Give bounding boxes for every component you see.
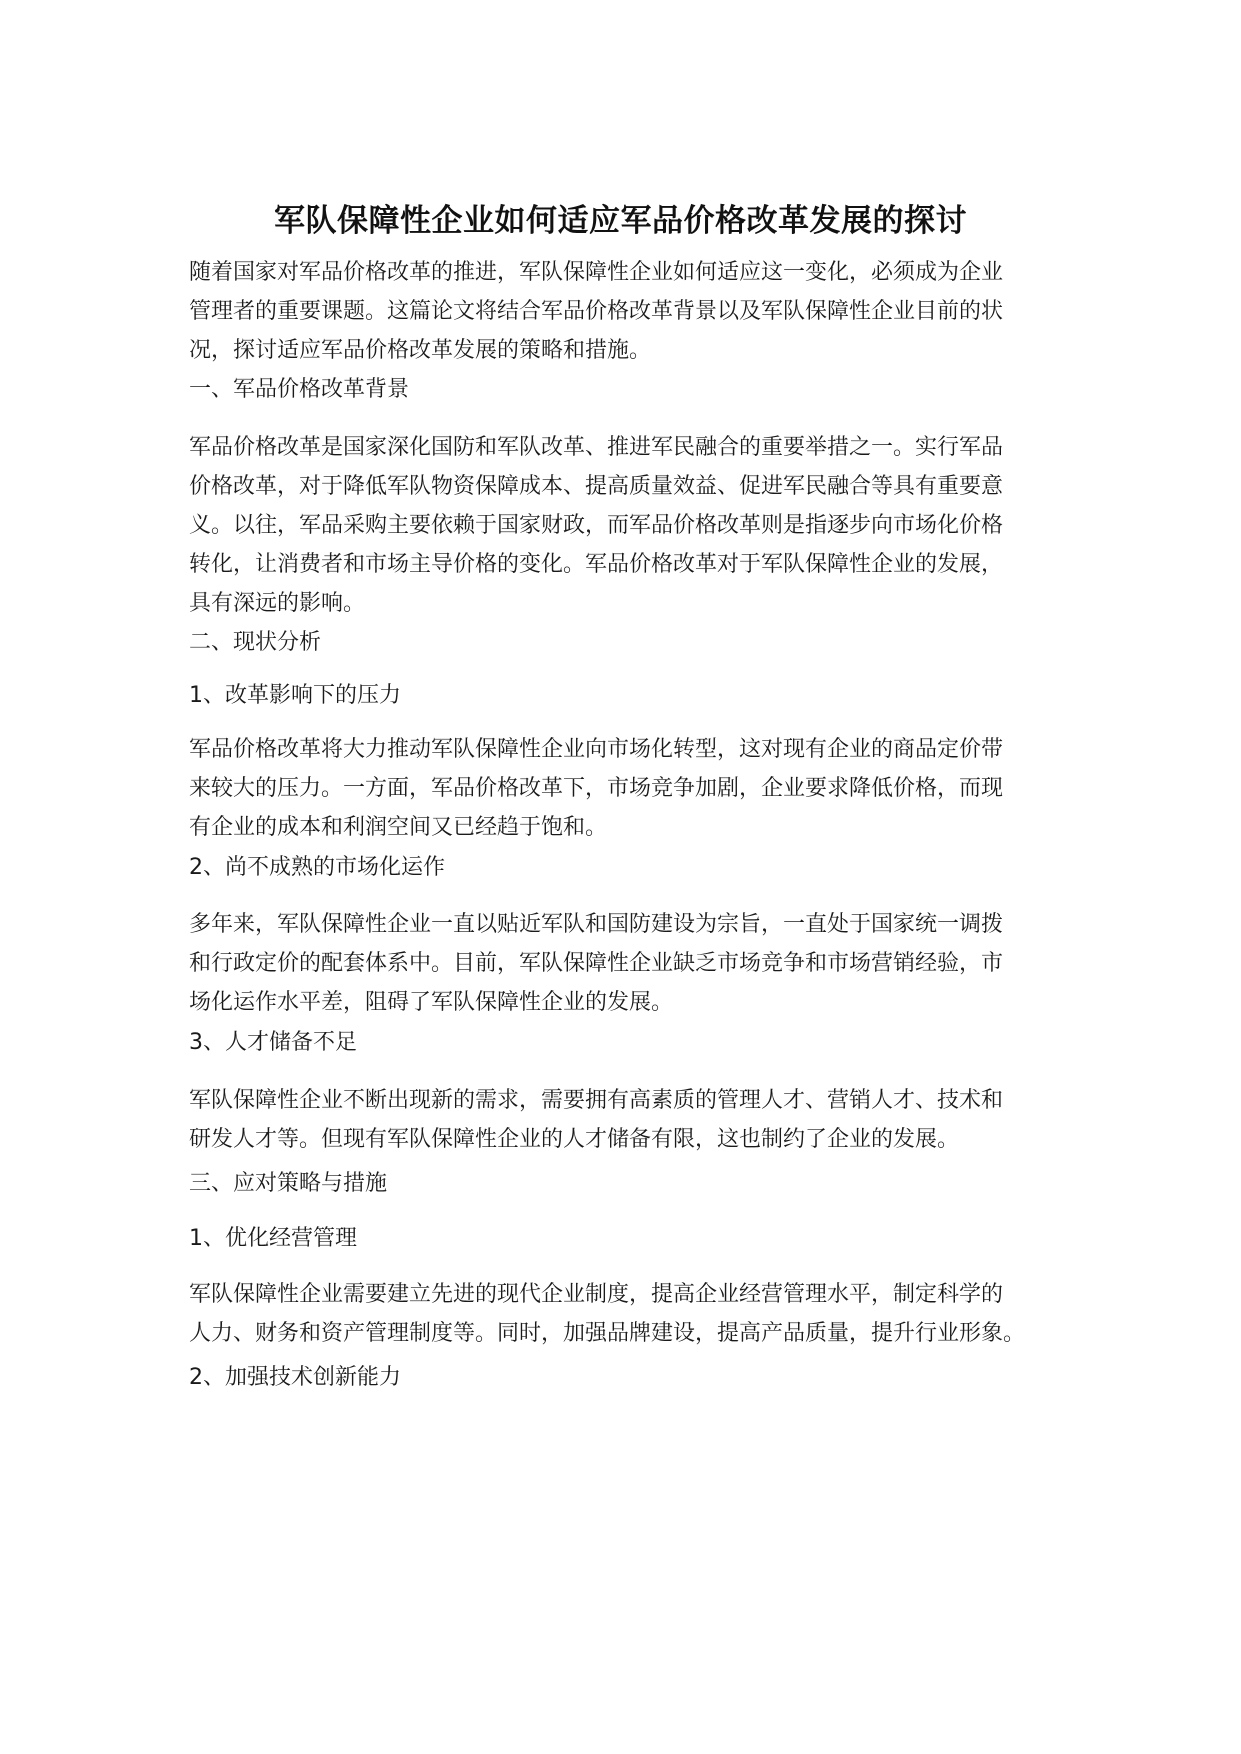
- text-line: 军队保障性企业不断出现新的需求，需要拥有高素质的管理人才、营销人才、技术和: [189, 1088, 1004, 1113]
- text-line: 具有深远的影响。: [189, 591, 366, 616]
- heading-text: 1、改革影响下的压力: [189, 683, 401, 708]
- heading-text: 3、人才储备不足: [189, 1030, 357, 1055]
- text-line: 人力、财务和资产管理制度等。同时，加强品牌建设，提高产品质量，提升行业形象。: [189, 1321, 1026, 1346]
- text-line: 有企业的成本和利润空间又已经趋于饱和。: [189, 815, 608, 840]
- text-line: 和行政定价的配套体系中。目前，军队保障性企业缺乏市场竞争和市场营销经验，市: [189, 951, 1004, 976]
- section-heading: [189, 623, 1059, 662]
- heading-text: 2、尚不成熟的市场化运作: [189, 855, 445, 880]
- subsection-heading: [189, 1023, 1059, 1062]
- subsection-heading: [189, 1358, 1059, 1397]
- subsection-heading: [189, 676, 1059, 715]
- heading-text: 2、加强技术创新能力: [189, 1365, 401, 1390]
- text-line: 军品价格改革将大力推动军队保障性企业向市场化转型，这对现有企业的商品定价带: [189, 737, 1004, 762]
- heading-text: 三、应对策略与措施: [189, 1171, 388, 1196]
- text-line: 场化运作水平差，阻碍了军队保障性企业的发展。: [189, 990, 674, 1015]
- text-line: 况，探讨适应军品价格改革发展的策略和措施。: [189, 338, 652, 363]
- text-line: 转化，让消费者和市场主导价格的变化。军品价格改革对于军队保障性企业的发展，: [189, 552, 1004, 577]
- paragraph: [189, 428, 1059, 623]
- section-heading: [189, 1164, 1059, 1203]
- heading-text: 一、军品价格改革背景: [189, 377, 410, 402]
- paragraph-intro: [189, 253, 1059, 370]
- heading-text: 二、现状分析: [189, 630, 322, 655]
- text-line: 随着国家对军品价格改革的推进，军队保障性企业如何适应这一变化，必须成为企业: [189, 260, 1004, 285]
- text-line: 多年来，军队保障性企业一直以贴近军队和国防建设为宗旨，一直处于国家统一调拨: [189, 912, 1004, 937]
- paragraph: [189, 730, 1059, 847]
- text-line: 军品价格改革是国家深化国防和军队改革、推进军民融合的重要举措之一。实行军品: [189, 435, 1004, 460]
- text-line: 来较大的压力。一方面，军品价格改革下，市场竞争加剧，企业要求降低价格，而现: [189, 776, 1004, 801]
- paragraph: [189, 1275, 1059, 1353]
- page-title: 军队保障性企业如何适应军品价格改革发展的探讨: [274, 202, 967, 239]
- text-line: 价格改革，对于降低军队物资保障成本、提高质量效益、促进军民融合等具有重要意: [189, 474, 1004, 499]
- paragraph: [189, 1081, 1059, 1159]
- paragraph: [189, 905, 1059, 1022]
- text-line: 管理者的重要课题。这篇论文将结合军品价格改革背景以及军队保障性企业目前的状: [189, 299, 1004, 324]
- section-heading: [189, 370, 1059, 409]
- text-line: 军队保障性企业需要建立先进的现代企业制度，提高企业经营管理水平，制定科学的: [189, 1282, 1004, 1307]
- subsection-heading: [189, 848, 1059, 887]
- text-line: 研发人才等。但现有军队保障性企业的人才储备有限，这也制约了企业的发展。: [189, 1127, 960, 1152]
- subsection-heading: [189, 1219, 1059, 1258]
- heading-text: 1、优化经营管理: [189, 1226, 357, 1251]
- text-line: 义。以往，军品采购主要依赖于国家财政，而军品价格改革则是指逐步向市场化价格: [189, 513, 1004, 538]
